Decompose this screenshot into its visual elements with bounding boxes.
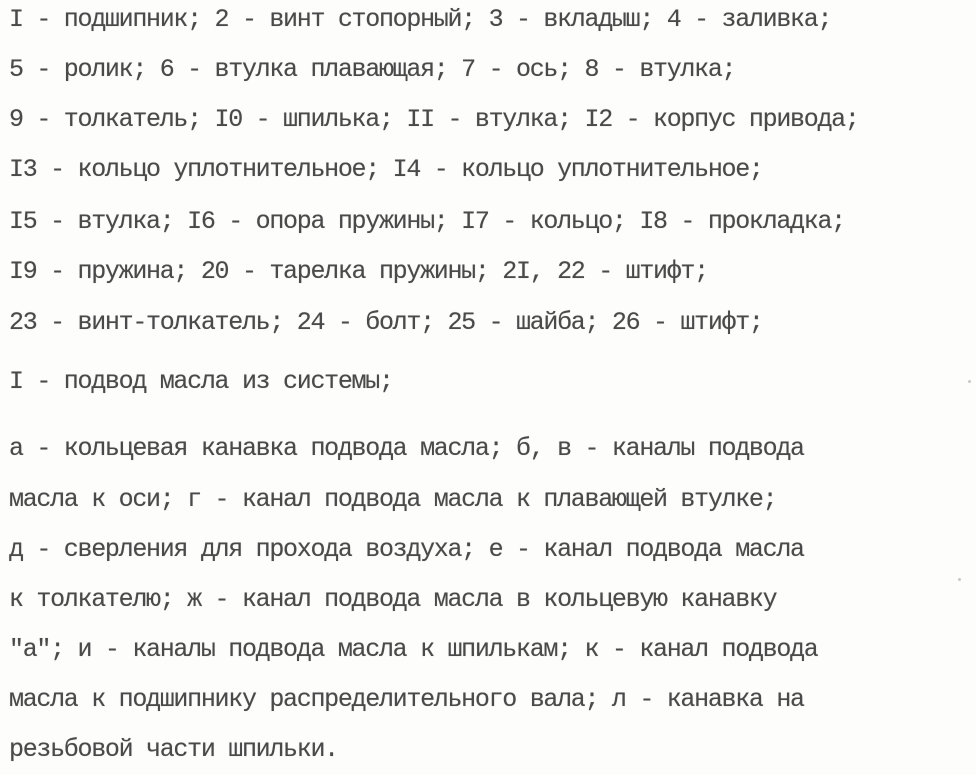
parts-legend-line: I5 - втулка; I6 - опора пружины; I7 - кольцо; I8 - прокладка; — [9, 207, 845, 236]
parts-legend-line: 5 - ролик; 6 - втулка плавающая; 7 - ось; 8 - втулка; — [9, 55, 736, 84]
channels-legend-line: резьбовой части шпильки. — [9, 735, 338, 764]
paper-speck — [968, 380, 971, 383]
channels-legend-line: масла к подшипнику распределительного вала; л - канавка на — [9, 685, 804, 714]
flows-legend-line: I - подвод масла из системы; — [9, 367, 393, 396]
channels-legend-line: масла к оси; г - канал подвода масла к плавающей втулке; — [9, 485, 777, 514]
paper-speck — [958, 578, 961, 581]
parts-legend-line: I9 - пружина; 20 - тарелка пружины; 2I, 22 - штифт; — [9, 257, 708, 286]
parts-legend-line: I - подшипник; 2 - винт стопорный; 3 - вкладыш; 4 - заливка; — [9, 5, 832, 34]
channels-legend-line: д - сверления для прохода воздуха; е - канал подвода масла — [9, 535, 804, 564]
parts-legend-line: 9 - толкатель; I0 - шпилька; II - втулка; I2 - корпус привода; — [9, 105, 859, 134]
parts-legend-line: I3 - кольцо уплотнительное; I4 - кольцо уплотнительное; — [9, 155, 763, 184]
channels-legend-line: а - кольцевая канавка подвода масла; б, в - каналы подвода — [9, 434, 804, 463]
channels-legend-line: к толкателю; ж - канал подвода масла в кольцевую канавку — [9, 585, 777, 614]
parts-legend-line: 23 - винт-толкатель; 24 - болт; 25 - шайба; 26 - штифт; — [9, 308, 763, 337]
channels-legend-line: "а"; и - каналы подвода масла к шпилькам; к - канал подвода — [9, 635, 818, 664]
